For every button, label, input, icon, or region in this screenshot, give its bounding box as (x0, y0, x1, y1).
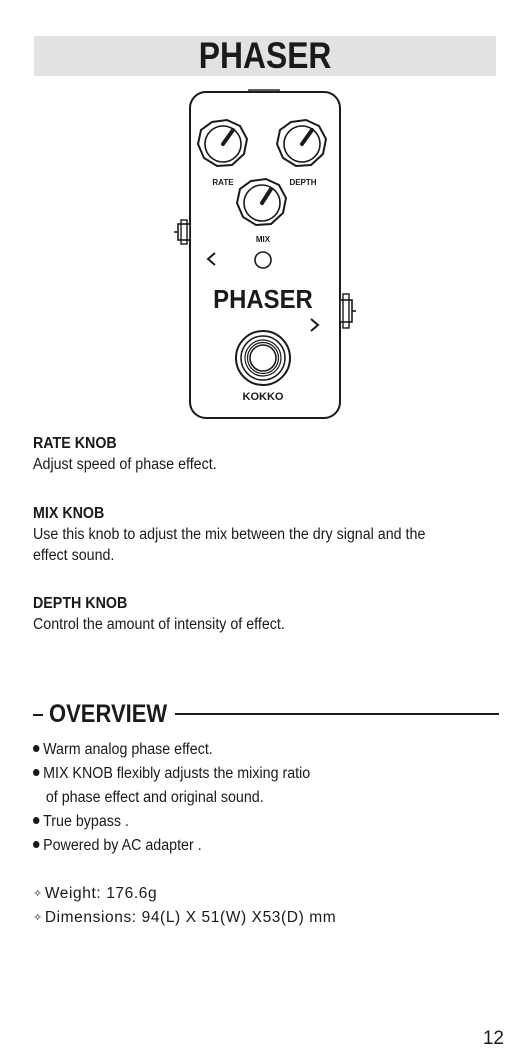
bullet-icon (33, 817, 39, 824)
depth-knob-icon (277, 120, 326, 166)
feature-list (33, 738, 513, 858)
sparkle-diamond-icon: ✧ (33, 888, 43, 900)
input-jack-left (174, 220, 190, 244)
overview-rule (175, 713, 499, 715)
led-indicator-icon (255, 252, 271, 268)
footswitch-icon (236, 331, 290, 385)
page-number: 12 (482, 1028, 504, 1049)
spec-weight: ✧ Weight: 176.6g (33, 882, 513, 906)
mix-knob-section (33, 504, 503, 566)
sparkle-diamond-icon: ✧ (33, 912, 43, 924)
mix-knob-text-line2: effect sound. (33, 547, 115, 564)
list-item-continuation: of phase effect and original sound. (45, 789, 264, 806)
pedal-name: PHASER (213, 285, 313, 315)
depth-knob-label: DEPTH (289, 178, 317, 187)
pedal-illustration (170, 86, 360, 420)
title-banner (34, 36, 496, 76)
list-item: True bypass . (33, 810, 475, 834)
page-title: PHASER (198, 35, 332, 76)
depth-knob-heading: DEPTH KNOB (33, 595, 128, 612)
mix-knob-heading: MIX KNOB (33, 505, 105, 522)
rate-knob-label: RATE (212, 178, 234, 187)
brand-logo: KOKKO (242, 391, 284, 403)
depth-knob-text: Control the amount of intensity of effect. (33, 616, 285, 633)
spec-list (33, 882, 513, 930)
rate-knob-heading: RATE KNOB (33, 435, 117, 452)
depth-knob-section (33, 594, 503, 635)
rate-knob-section (33, 434, 503, 475)
mix-knob-text-line1: Use this knob to adjust the mix between the dry signal and the (33, 526, 426, 543)
output-jack-right (340, 294, 356, 328)
bullet-icon (33, 841, 39, 848)
list-item: Warm analog phase effect. (33, 738, 475, 762)
rate-knob-icon (198, 120, 247, 166)
overview-header (33, 698, 499, 730)
list-item: MIX KNOB flexibly adjusts the mixing ratio (33, 762, 475, 786)
overview-title: OVERVIEW (49, 700, 168, 728)
rate-knob-text: Adjust speed of phase effect. (33, 456, 217, 473)
bullet-icon (33, 769, 39, 776)
mix-knob-icon (237, 179, 286, 225)
overview-dash (33, 714, 43, 716)
list-item: Powered by AC adapter . (33, 834, 475, 858)
mix-knob-label: MIX (255, 235, 271, 244)
spec-dimensions: ✧ Dimensions: 94(L) X 51(W) X53(D) mm (33, 906, 513, 930)
bullet-icon (33, 745, 39, 752)
